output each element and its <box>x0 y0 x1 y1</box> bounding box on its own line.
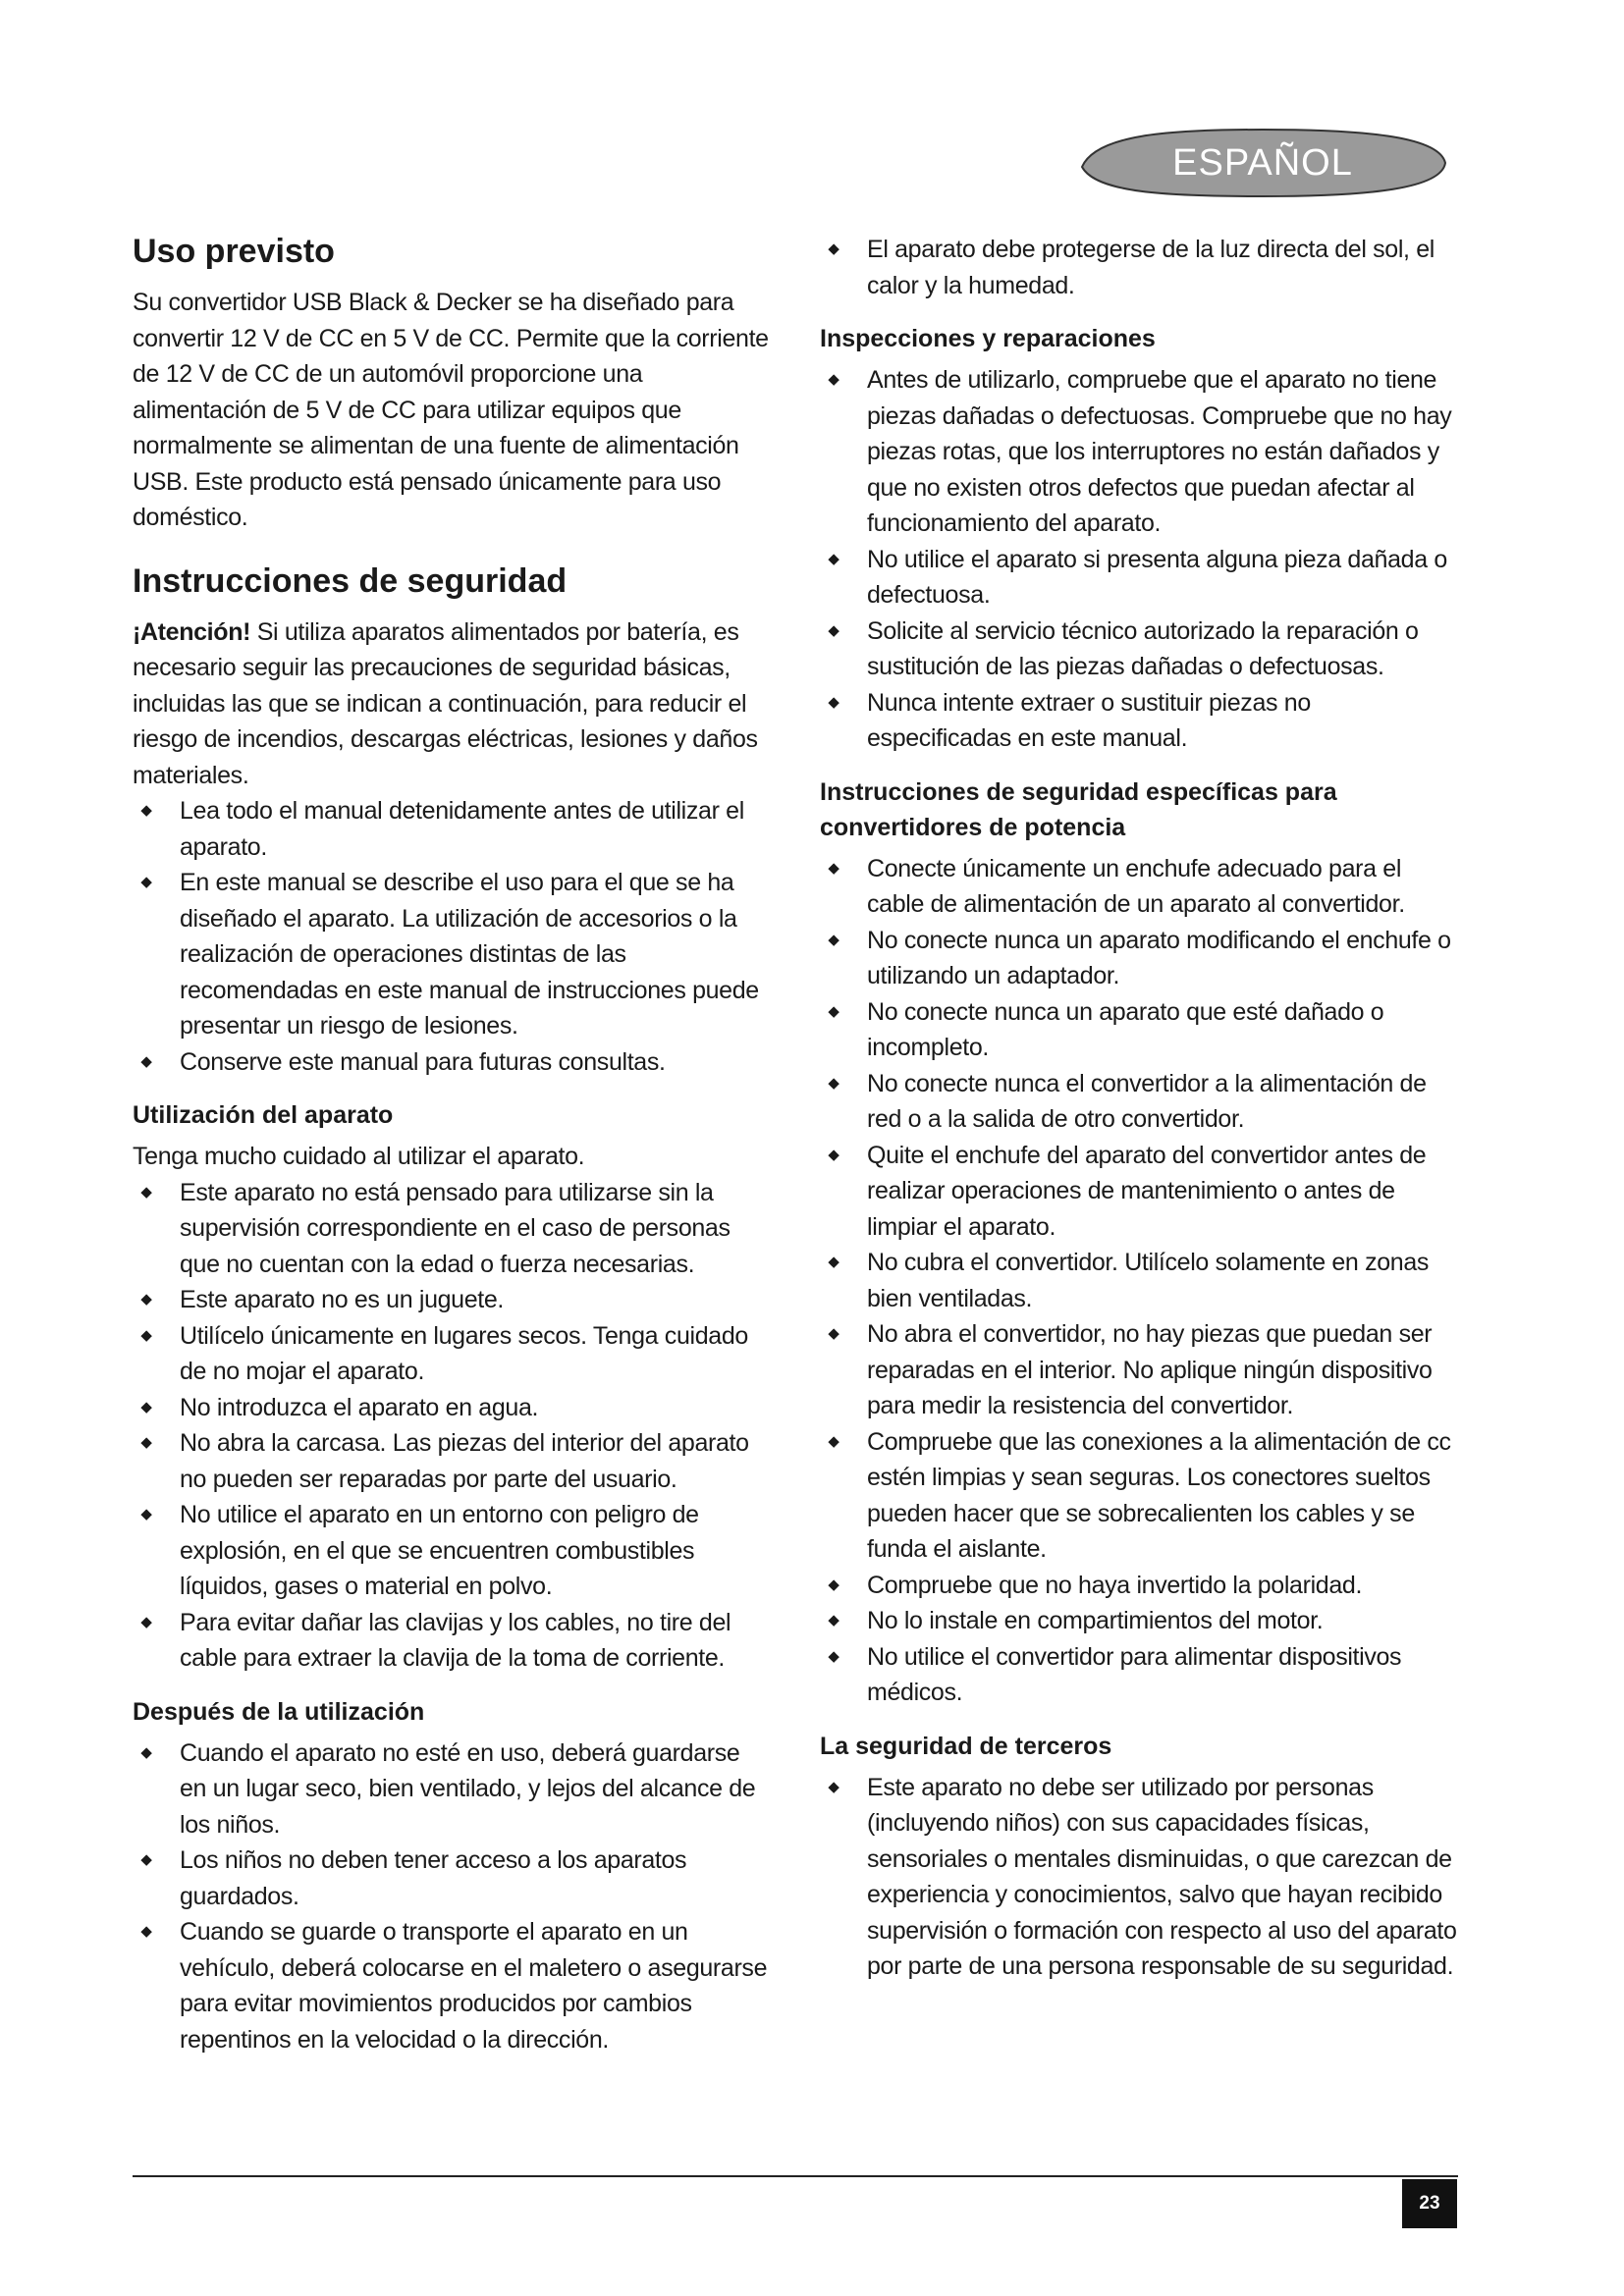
list-item <box>133 1390 769 1426</box>
list-item <box>820 614 1458 685</box>
list-item <box>820 1770 1458 1985</box>
list-item-text: No abra el convertidor, no hay piezas que puedan ser reparadas en el interior. No aplique ningún dispositivo para medir la resistencia del convertidor. <box>867 1320 1433 1419</box>
list-item-text: Compruebe que las conexiones a la alimentación de cc estén limpias y sean seguras. Los conectores sueltos pueden hacer que se sobrecalienten los cables y se funda el aislante. <box>867 1427 1451 1563</box>
bullet-icon: ◆ <box>828 1074 839 1092</box>
list-item-text: Cuando se guarde o transporte el aparato en un vehículo, deberá colocarse en el maletero o asegurarse para evitar movimientos producidos por cambios repentinos en la velocidad o la dirección. <box>180 1918 768 2054</box>
list-item-text: Nunca intente extraer o sustituir piezas no especificadas en este manual. <box>867 688 1311 752</box>
list-item-text: Este aparato no está pensado para utilizarse sin la supervisión correspondiente en el caso de personas que no cuentan con la edad o fuerza necesarias. <box>180 1178 731 1278</box>
bullet-icon: ◆ <box>828 1432 839 1450</box>
terceros-title: La seguridad de terceros <box>820 1732 1112 1760</box>
warning-text: Si utiliza aparatos alimentados por batería, es necesario seguir las precauciones de seguridad básicas, incluidas las que se indican a continuación, para reducir el riesgo de incendios, descargas eléctricas, lesiones y daños materiales. <box>133 617 758 789</box>
list-item-text: El aparato debe protegerse de la luz directa del sol, el calor y la humedad. <box>867 236 1435 299</box>
list-item-text: Para evitar dañar las clavijas y los cables, no tire del cable para extraer la clavija de la toma de corriente. <box>180 1608 731 1672</box>
bullet-icon: ◆ <box>828 693 839 711</box>
list-item-text: Conecte únicamente un enchufe adecuado para el cable de alimentación de un aparato al convertidor. <box>867 854 1405 918</box>
list-item-text: No cubra el convertidor. Utilícelo solamente en zonas bien ventiladas. <box>867 1249 1430 1312</box>
bullet-icon: ◆ <box>140 1052 152 1070</box>
list-item-text: Utilícelo únicamente en lugares secos. Tenga cuidado de no mojar el aparato. <box>180 1321 748 1385</box>
list-item-text: En este manual se describe el uso para el que se ha diseñado el aparato. La utilización de accesorios o la realización de operaciones distintas de las recomendadas en este manual de instrucciones puede presentar un riesgo de lesiones. <box>180 869 759 1040</box>
list-item <box>820 1639 1458 1711</box>
inspecciones-title: Inspecciones y reparaciones <box>820 325 1156 352</box>
list-item <box>820 1138 1458 1246</box>
list-item-text: Antes de utilizarlo, compruebe que el aparato no tiene piezas dañadas o defectuosas. Compruebe que no hay piezas rotas, que los interruptores no están dañados y que no existen otros defectos que puedan afectar al funcionamiento del aparato. <box>867 366 1452 537</box>
bullet-icon: ◆ <box>828 550 839 567</box>
right-intro-list <box>820 232 1458 303</box>
list-item <box>820 362 1458 542</box>
list-item <box>133 1282 769 1318</box>
list-item <box>133 1497 769 1605</box>
list-item-text: Cuando el aparato no esté en uso, deberá guardarse en un lugar seco, bien ventilado, y lejos del alcance de los niños. <box>180 1738 756 1839</box>
list-item-text: Este aparato no debe ser utilizado por personas (incluyendo niños) con sus capacidades físicas, sensoriales o mentales disminuidas, o que carezcan de experiencia y conocimientos, salvo que hayan recibido supervisión o formación con respecto al uso del aparato por parte de una persona responsable de su seguridad. <box>867 1773 1457 1980</box>
bullet-icon: ◆ <box>828 1325 839 1342</box>
list-item <box>820 851 1458 923</box>
bullet-icon: ◆ <box>140 1923 152 1940</box>
list-item-text: No utilice el aparato si presenta alguna pieza dañada o defectuosa. <box>867 545 1447 609</box>
list-item <box>133 1914 769 2057</box>
list-item <box>133 1044 769 1081</box>
terceros-list <box>820 1770 1458 1985</box>
list-item <box>820 1316 1458 1424</box>
list-item <box>133 1735 769 1843</box>
uso-previsto-title: Uso previsto <box>133 233 335 270</box>
list-item-text: Este aparato no es un juguete. <box>180 1286 505 1313</box>
list-item <box>133 1175 769 1283</box>
list-item-text: Conserve este manual para futuras consultas. <box>180 1047 666 1076</box>
footer-rule <box>133 2175 1458 2177</box>
bullet-icon: ◆ <box>828 1612 839 1629</box>
warning-label: ¡Atención! <box>133 617 251 646</box>
list-item-text: No conecte nunca el convertidor a la alimentación de red o a la salida de otro convertidor. <box>867 1069 1427 1133</box>
list-item <box>820 1245 1458 1316</box>
bullet-icon: ◆ <box>140 874 152 890</box>
bullet-icon: ◆ <box>828 621 839 639</box>
list-item <box>820 232 1458 303</box>
language-tab <box>1076 128 1449 198</box>
bullet-icon: ◆ <box>828 1002 839 1020</box>
bullet-icon: ◆ <box>828 371 839 388</box>
list-item-text: Los niños no deben tener acceso a los aparatos guardados. <box>180 1846 687 1910</box>
page-number: 23 <box>1402 2179 1457 2228</box>
bullet-icon: ◆ <box>828 1146 839 1163</box>
utilizacion-title: Utilización del aparato <box>133 1101 394 1129</box>
list-item <box>820 994 1458 1066</box>
bullet-icon: ◆ <box>140 1613 152 1630</box>
list-item-text: No abra la carcasa. Las piezas del interior del aparato no pueden ser reparadas por parte del usuario. <box>180 1429 749 1493</box>
list-item <box>820 1066 1458 1138</box>
bullet-icon: ◆ <box>828 1778 839 1795</box>
list-item-text: Quite el enchufe del aparato del convertidor antes de realizar operaciones de mantenimiento o antes de limpiar el aparato. <box>867 1141 1427 1241</box>
list-item <box>133 1318 769 1390</box>
bullet-icon: ◆ <box>828 1647 839 1665</box>
list-item <box>820 542 1458 614</box>
bullet-icon: ◆ <box>140 1434 152 1451</box>
list-item <box>133 1605 769 1677</box>
warning-paragraph <box>133 614 769 794</box>
list-item-text: No conecte nunca un aparato modificando el enchufe o utilizando un adaptador. <box>867 926 1451 989</box>
despues-title: Después de la utilización <box>133 1697 425 1726</box>
bullet-icon: ◆ <box>140 1506 152 1522</box>
list-item <box>133 793 769 865</box>
list-item-text: No utilice el convertidor para alimentar dispositivos médicos. <box>867 1642 1402 1706</box>
right-column <box>820 232 1458 1985</box>
instrucciones-seguridad-title: Instrucciones de seguridad <box>133 561 568 600</box>
list-item <box>820 1603 1458 1639</box>
list-item <box>133 1842 769 1914</box>
bullet-icon: ◆ <box>828 1254 839 1270</box>
bullet-icon: ◆ <box>140 1326 152 1344</box>
despues-list <box>133 1735 769 2058</box>
bullet-icon: ◆ <box>140 1398 152 1415</box>
list-item-text: No introduzca el aparato en agua. <box>180 1393 539 1421</box>
bullet-icon: ◆ <box>140 1183 152 1201</box>
list-item-text: Lea todo el manual detenidamente antes de utilizar el aparato. <box>180 797 744 861</box>
uso-previsto-body: Su convertidor USB Black & Decker se ha diseñado para convertir 12 V de CC en 5 V de CC. Permite que la corriente de 12 V de CC de un automóvil proporcione una alimentación de 5 V de CC para utilizar equipos que normalmente se alimentan de una fuente de alimentación USB. Este producto está pensado únicamente para uso doméstico. <box>133 289 769 531</box>
bullet-icon: ◆ <box>140 1851 152 1868</box>
list-item-text: No conecte nunca un aparato que esté dañado o incompleto. <box>867 997 1384 1061</box>
list-item <box>820 1568 1458 1604</box>
utilizacion-intro: Tenga mucho cuidado al utilizar el aparato. <box>133 1143 585 1170</box>
list-item <box>820 923 1458 994</box>
list-item <box>820 1424 1458 1568</box>
bullet-icon: ◆ <box>140 802 152 819</box>
left-column <box>133 232 769 2057</box>
utilizacion-list <box>133 1175 769 1677</box>
list-item-text: Solicite al servicio técnico autorizado la reparación o sustitución de las piezas dañadas o defectuosas. <box>867 616 1419 680</box>
bullet-icon: ◆ <box>828 931 839 948</box>
list-item-text: No utilice el aparato en un entorno con peligro de explosión, en el que se encuentren combustibles líquidos, gases o material en polvo. <box>180 1501 699 1600</box>
bullet-icon: ◆ <box>828 240 839 257</box>
list-item-text: Compruebe que no haya invertido la polaridad. <box>867 1571 1363 1599</box>
convertidores-list <box>820 851 1458 1711</box>
list-item <box>133 1425 769 1497</box>
list-item <box>820 685 1458 757</box>
instrucciones-list <box>133 793 769 1080</box>
list-item-text: No lo instale en compartimientos del motor. <box>867 1607 1324 1634</box>
list-item <box>133 865 769 1044</box>
bullet-icon: ◆ <box>140 1291 152 1308</box>
bullet-icon: ◆ <box>140 1743 152 1761</box>
inspecciones-list <box>820 362 1458 757</box>
bullet-icon: ◆ <box>828 1575 839 1593</box>
bullet-icon: ◆ <box>828 859 839 877</box>
language-label: ESPAÑOL <box>1172 141 1353 184</box>
convertidores-title: Instrucciones de seguridad específicas para convertidores de potencia <box>820 777 1337 841</box>
